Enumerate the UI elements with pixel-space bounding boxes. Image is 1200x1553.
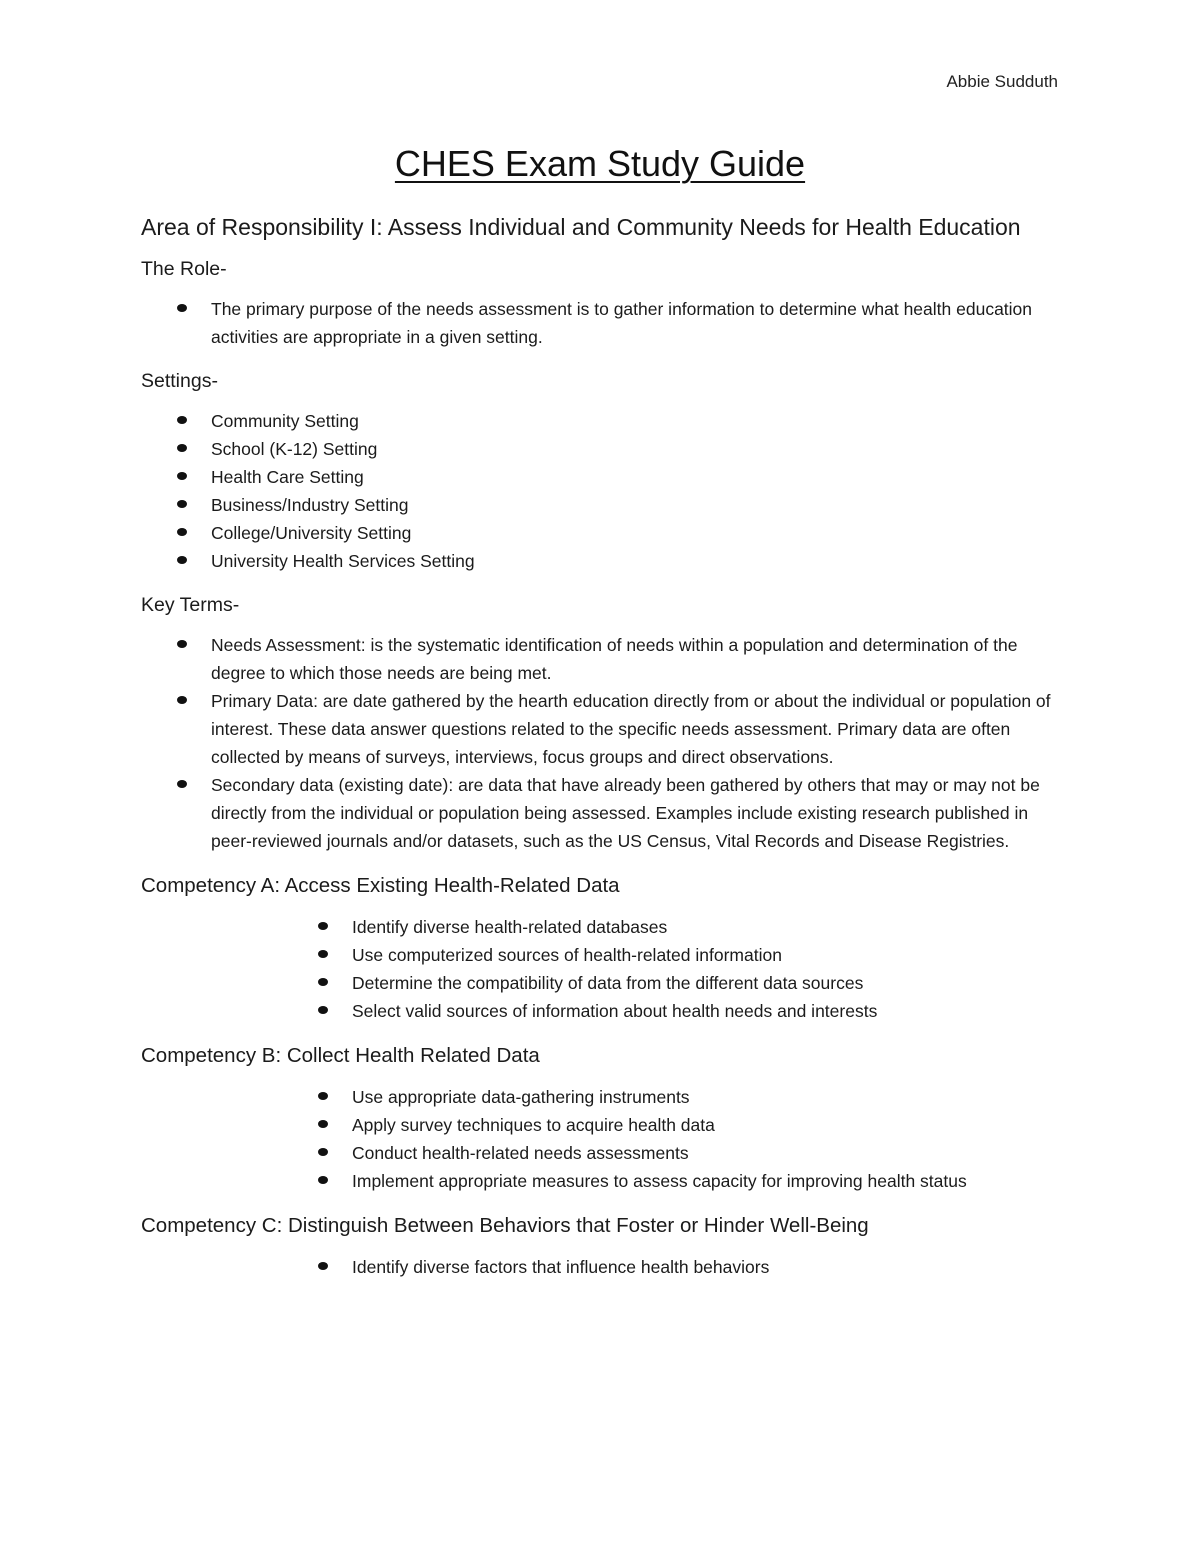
list-item: [211, 463, 1061, 491]
role-list: [141, 295, 1061, 351]
key-terms-list: [141, 631, 1061, 855]
bullet-icon: [318, 978, 328, 986]
list-item-text: Needs Assessment: is the systematic identification of needs within a population and determination of the degree to which those needs are being met.: [211, 635, 1018, 683]
bullet-icon: [177, 416, 187, 424]
list-item: [352, 1139, 1061, 1167]
list-item-text: Select valid sources of information about health needs and interests: [352, 1001, 878, 1021]
list-item: [211, 519, 1061, 547]
list-item: [211, 491, 1061, 519]
list-item: [352, 913, 1061, 941]
list-item-text: Use appropriate data-gathering instruments: [352, 1087, 690, 1107]
bullet-icon: [318, 1006, 328, 1014]
list-item-text: Determine the compatibility of data from the different data sources: [352, 973, 864, 993]
list-item-text: Implement appropriate measures to assess capacity for improving health status: [352, 1171, 967, 1191]
list-item-text: Identify diverse factors that influence health behaviors: [352, 1257, 770, 1277]
list-item: [352, 1111, 1061, 1139]
author-name: Abbie Sudduth: [946, 72, 1058, 91]
list-item-text: Primary Data: are date gathered by the hearth education directly from or about the individual or population of interest. These data answer questions related to the specific needs assessment. Primary data are often collected by means of surveys, interviews, focus groups and direct observations.: [211, 691, 1051, 767]
bullet-icon: [318, 922, 328, 930]
bullet-icon: [177, 528, 187, 536]
list-item-text: Community Setting: [211, 411, 359, 431]
list-item: [352, 1083, 1061, 1111]
list-item-text: University Health Services Setting: [211, 551, 475, 571]
document-body: [141, 210, 1061, 1297]
list-item-text: Use computerized sources of health-related information: [352, 945, 782, 965]
document-title: CHES Exam Study Guide: [394, 143, 806, 184]
list-item-text: Health Care Setting: [211, 467, 364, 487]
list-item: [211, 547, 1061, 575]
bullet-icon: [177, 472, 187, 480]
area-of-responsibility-heading: Area of Responsibility I: Assess Individual and Community Needs for Health Education: [141, 214, 1021, 240]
bullet-icon: [177, 640, 187, 648]
list-item-text: Business/Industry Setting: [211, 495, 409, 515]
list-item-text: The primary purpose of the needs assessment is to gather information to determine what health education activities are appropriate in a given setting.: [211, 299, 1033, 347]
competency-b-heading: Competency B: Collect Health Related Data: [141, 1044, 540, 1067]
list-item-text: College/University Setting: [211, 523, 412, 543]
bullet-icon: [177, 556, 187, 564]
settings-heading: Settings-: [141, 370, 218, 392]
competency-c-list: [141, 1253, 1061, 1281]
bullet-icon: [318, 1120, 328, 1128]
competency-b-list: [141, 1083, 1061, 1195]
competency-c-heading: Competency C: Distinguish Between Behaviors that Foster or Hinder Well-Being: [141, 1214, 869, 1237]
bullet-icon: [318, 1092, 328, 1100]
list-item-text: Conduct health-related needs assessments: [352, 1143, 689, 1163]
list-item-text: Apply survey techniques to acquire health data: [352, 1115, 715, 1135]
list-item: [352, 1167, 1061, 1195]
list-item-text: School (K-12) Setting: [211, 439, 378, 459]
list-item: [352, 941, 1061, 969]
bullet-icon: [177, 304, 187, 312]
bullet-icon: [318, 1262, 328, 1270]
list-item: [211, 631, 1061, 687]
list-item: [211, 407, 1061, 435]
list-item: [352, 997, 1061, 1025]
bullet-icon: [318, 1176, 328, 1184]
bullet-icon: [177, 780, 187, 788]
key-terms-heading: Key Terms-: [141, 594, 240, 616]
list-item: [211, 435, 1061, 463]
list-item: [211, 687, 1061, 771]
list-item: [352, 1253, 1061, 1281]
competency-a-list: [141, 913, 1061, 1025]
list-item: [211, 295, 1061, 351]
competency-a-heading: Competency A: Access Existing Health-Related Data: [141, 874, 620, 897]
list-item: [211, 771, 1061, 855]
list-item-text: Secondary data (existing date): are data that have already been gathered by others that may or may not be directly from the individual or population being assessed. Examples include existing research published in peer-reviewed journals and/or datasets, such as the US Census, Vital Records and Disease Registries.: [211, 775, 1040, 851]
bullet-icon: [318, 950, 328, 958]
settings-list: [141, 407, 1061, 575]
bullet-icon: [177, 696, 187, 704]
list-item: [352, 969, 1061, 997]
role-heading: The Role-: [141, 258, 227, 280]
bullet-icon: [177, 444, 187, 452]
bullet-icon: [177, 500, 187, 508]
list-item-text: Identify diverse health-related databases: [352, 917, 668, 937]
bullet-icon: [318, 1148, 328, 1156]
